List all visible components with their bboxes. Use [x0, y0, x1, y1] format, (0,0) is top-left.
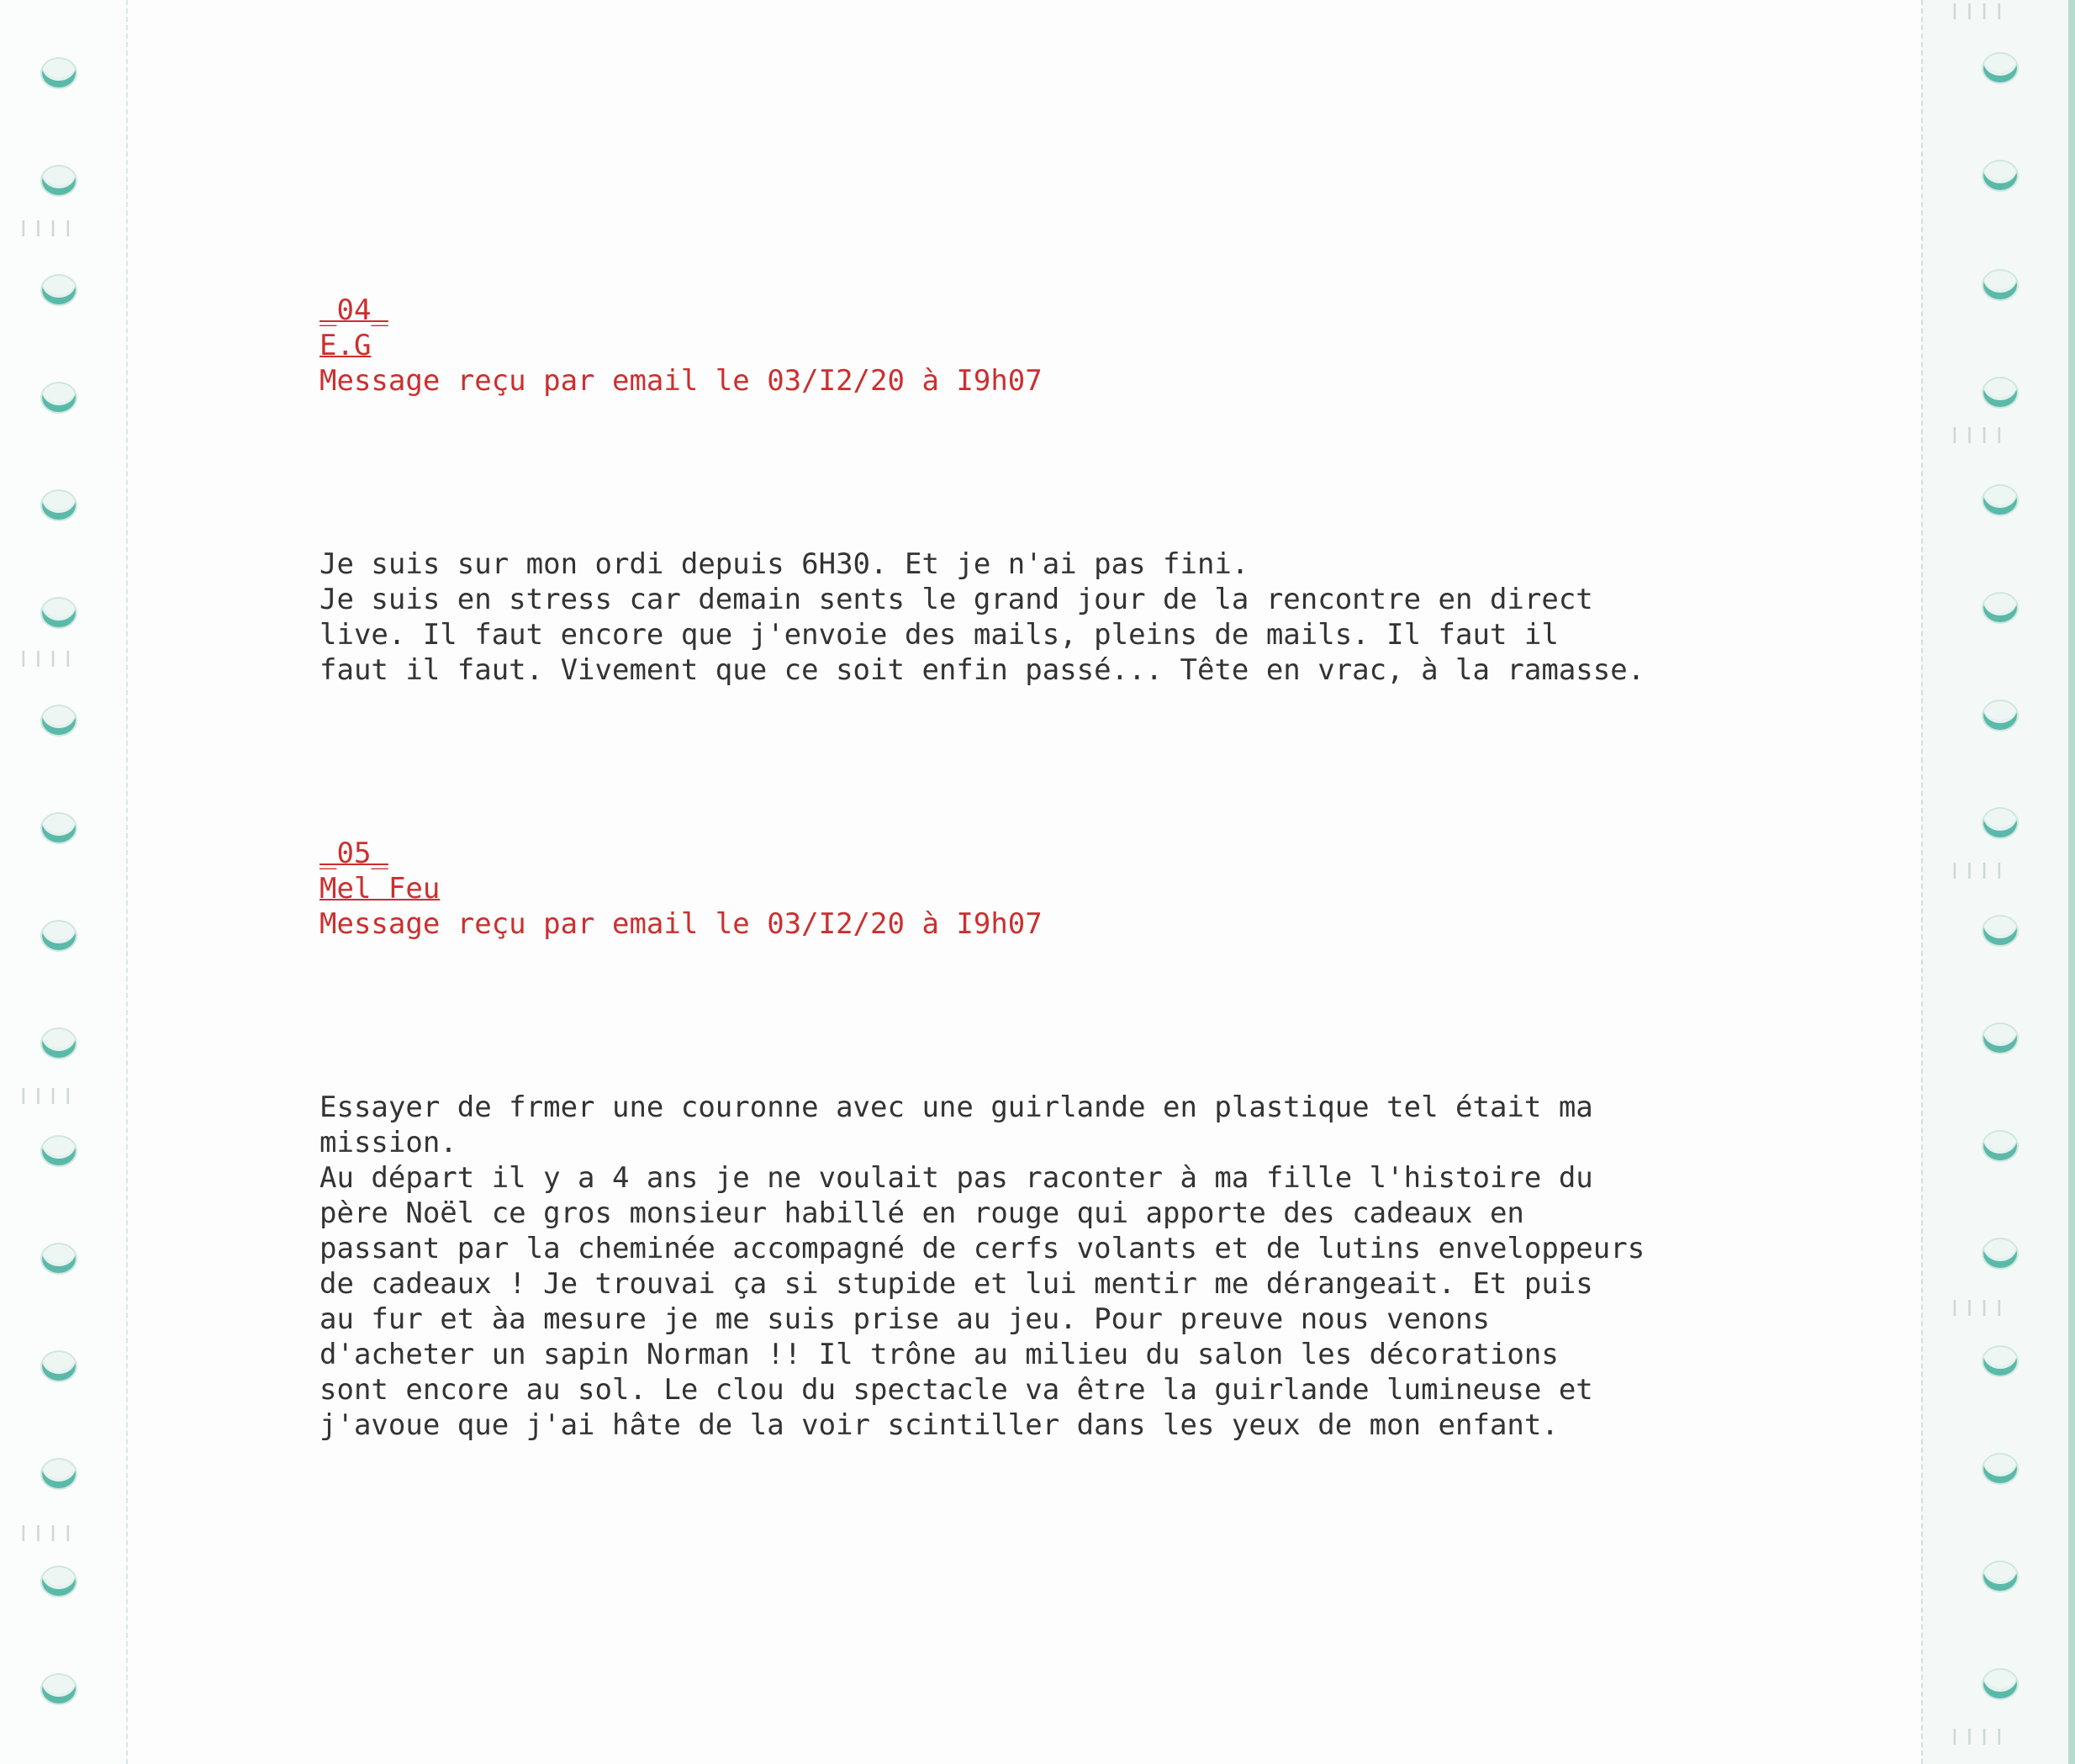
- feed-hole-icon: [1982, 700, 2019, 731]
- feed-hole-icon: [40, 920, 77, 952]
- entry-number: _05_: [319, 837, 388, 870]
- feed-hole-icon: [40, 274, 77, 306]
- entry-body-line: faut il faut. Vivement que ce soit enfin passé... Tête en vrac, à la ramasse.: [319, 653, 1645, 687]
- feed-hole-icon: [40, 1350, 77, 1382]
- feed-hole-icon: [1982, 484, 2019, 516]
- entry-body-line: Au départ il y a 4 ans je ne voulait pas raconter à ma fille l'histoire du: [319, 1161, 1593, 1195]
- perforation-marks-icon: ǀǀǀǀ: [1948, 859, 2008, 885]
- entry-body-line: live. Il faut encore que j'envoie des mails, pleins de mails. Il faut il: [319, 618, 1559, 652]
- perforation-marks-icon: ǀǀǀǀ: [1948, 1297, 2008, 1322]
- entry-received-date: Message reçu par email le 03/I2/20 à I9h07: [319, 907, 1043, 941]
- entry-body-line: j'avoue que j'ai hâte de la voir scintiller dans les yeux de mon enfant.: [319, 1408, 1559, 1442]
- entry-number: _04_: [319, 293, 388, 327]
- perforation-marks-icon: ǀǀǀǀ: [1948, 424, 2008, 449]
- entry-body-line: Je suis en stress car demain sents le grand jour de la rencontre en direct: [319, 583, 1593, 616]
- feed-hole-icon: [1982, 1453, 2019, 1485]
- feed-hole-icon: [1982, 1130, 2019, 1162]
- feed-hole-icon: [40, 705, 77, 737]
- entry-received-date: Message reçu par email le 03/I2/20 à I9h07: [319, 364, 1043, 398]
- entry-body-line: de cadeaux ! Je trouvai ça si stupide et lui mentir me dérangeait. Et puis: [319, 1267, 1593, 1301]
- feed-hole-icon: [40, 1458, 77, 1490]
- feed-hole-icon: [40, 165, 77, 197]
- feed-hole-icon: [1982, 915, 2019, 947]
- feed-hole-icon: [40, 1673, 77, 1705]
- feed-hole-icon: [1982, 1022, 2019, 1054]
- feed-hole-icon: [40, 597, 77, 629]
- feed-hole-icon: [1982, 1561, 2019, 1592]
- feed-hole-icon: [40, 812, 77, 844]
- feed-hole-icon: [1982, 592, 2019, 624]
- perforation-marks-icon: ǀǀǀǀ: [17, 217, 77, 242]
- entry-body-line: Essayer de frmer une couronne avec une guirlande en plastique tel était ma: [319, 1091, 1593, 1124]
- entry-body-line: passant par la cheminée accompagné de cerfs volants et de lutins enveloppeurs: [319, 1232, 1645, 1265]
- feed-hole-icon: [40, 489, 77, 521]
- perforation-marks-icon: ǀǀǀǀ: [1948, 1725, 2008, 1751]
- feed-hole-icon: [1982, 269, 2019, 301]
- feed-hole-icon: [40, 57, 77, 89]
- feed-hole-icon: [1982, 160, 2019, 192]
- feed-hole-icon: [40, 1027, 77, 1059]
- entry-body-line: mission.: [319, 1126, 457, 1159]
- perforation-marks-icon: ǀǀǀǀ: [17, 647, 77, 673]
- perforation-marks-icon: ǀǀǀǀ: [17, 1522, 77, 1547]
- entry-author: E.G: [319, 329, 372, 362]
- entry-body-line: père Noël ce gros monsieur habillé en rouge qui apporte des cadeaux en: [319, 1196, 1524, 1230]
- feed-hole-icon: [1982, 377, 2019, 409]
- entry-body-line: d'acheter un sapin Norman !! Il trône au milieu du salon les décorations: [319, 1338, 1559, 1371]
- feed-hole-icon: [40, 1566, 77, 1598]
- right-tractor-strip: [1921, 0, 2075, 1764]
- feed-hole-icon: [40, 1243, 77, 1275]
- entry-body-line: Je suis sur mon ordi depuis 6H30. Et je n'ai pas fini.: [319, 547, 1249, 581]
- feed-hole-icon: [1982, 807, 2019, 839]
- entry-author: Mel Feu: [319, 872, 441, 906]
- left-tractor-strip: [0, 0, 128, 1764]
- entry-body-line: au fur et àa mesure je me suis prise au jeu. Pour preuve nous venons: [319, 1302, 1490, 1336]
- entry-body-line: sont encore au sol. Le clou du spectacle va être la guirlande lumineuse et: [319, 1373, 1593, 1407]
- feed-hole-icon: [40, 1135, 77, 1167]
- feed-hole-icon: [40, 382, 77, 414]
- feed-hole-icon: [1982, 1238, 2019, 1270]
- feed-hole-icon: [1982, 1668, 2019, 1700]
- perforation-marks-icon: ǀǀǀǀ: [1948, 0, 2008, 25]
- feed-hole-icon: [1982, 1345, 2019, 1377]
- perforation-marks-icon: ǀǀǀǀ: [17, 1085, 77, 1110]
- feed-hole-icon: [1982, 52, 2019, 84]
